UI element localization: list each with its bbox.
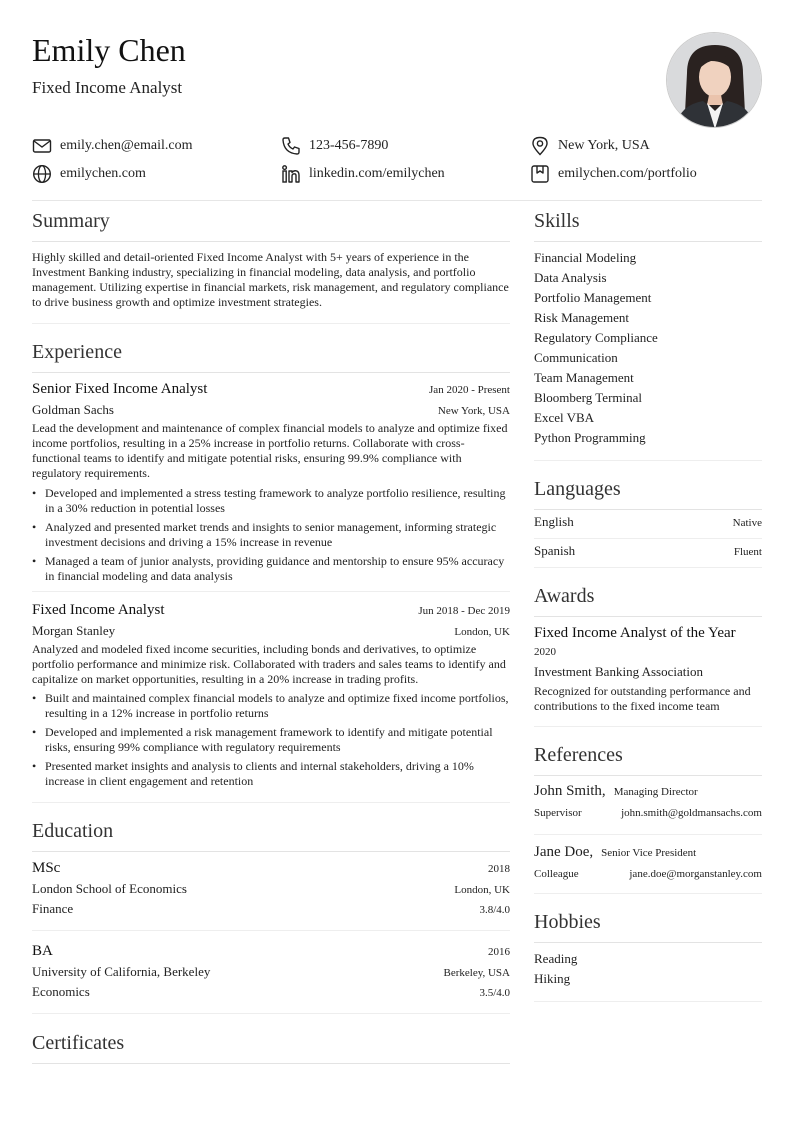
skills-section — [534, 209, 762, 461]
contact-phone[interactable] — [281, 134, 388, 158]
section-end-rule — [32, 1013, 510, 1014]
email-icon — [32, 136, 52, 156]
job-entry — [32, 379, 510, 587]
education-section — [32, 819, 510, 1014]
section-rule — [32, 1063, 510, 1064]
skill-item: Communication — [534, 350, 618, 365]
school-location: Berkeley, USA — [443, 967, 510, 979]
hobbies-list — [534, 949, 762, 989]
resume-page — [32, 0, 762, 1123]
job-title: Senior Fixed Income Analyst — [32, 381, 208, 397]
reference-position: Managing Director — [613, 786, 698, 798]
job-dates: Jun 2018 - Dec 2019 — [418, 605, 510, 617]
references-section — [534, 743, 762, 894]
reference-email[interactable]: jane.doe@morganstanley.com — [629, 868, 762, 880]
job-entry — [32, 600, 510, 800]
portfolio-icon — [530, 164, 550, 184]
section-end-rule — [32, 802, 510, 803]
summary-section — [32, 209, 510, 324]
phone-icon — [281, 136, 301, 156]
contact-portfolio-text: emilychen.com/portfolio — [558, 166, 697, 181]
entry-rule — [534, 834, 762, 835]
award-entry — [534, 623, 762, 714]
job-description: Lead the development and maintenance of complex financial models to analyze and optimize fixed income portfolios, resulting in a 25% increase in portfolio returns. Collaborate with cross-functional teams to identify and mitigate potential risks, ensuring 99.9% compliance with regulatory requirements. — [32, 421, 508, 480]
job-bullet: • Presented market insights and analysis to clients and internal stakeholders, driving a 10% increase in client engagement and retention — [32, 759, 510, 789]
job-bullets — [32, 486, 510, 584]
section-end-rule — [534, 1001, 762, 1002]
skill-item: Bloomberg Terminal — [534, 390, 643, 405]
contact-website[interactable] — [32, 162, 146, 186]
skill-item: Risk Management — [534, 310, 629, 325]
summary-text: Highly skilled and detail-oriented Fixed Income Analyst with 5+ years of experience in the Investment Banking industry, specializing in financial modeling, data analysis, and portfolio management. Utilizing expertise in financial markets, risk management, and regulatory compliance to drive business growth and optimize investment strategies. — [32, 250, 509, 309]
contact-linkedin-text: linkedin.com/emilychen — [309, 166, 445, 181]
right-column — [534, 200, 762, 1002]
certificates-section — [32, 1031, 510, 1064]
hobbies-section — [534, 910, 762, 1002]
job-bullet: • Developed and implemented a risk management framework to identify and mitigate potential risks, ensuring 99% compliance with regulatory requirements — [32, 725, 510, 755]
school-location: London, UK — [454, 884, 510, 896]
section-end-rule — [32, 323, 510, 324]
graduation-year: 2018 — [488, 863, 510, 875]
reference-position: Senior Vice President — [601, 847, 697, 859]
job-bullet: • Managed a team of junior analysts, providing guidance and mentorship to ensure 95% accuracy in financial modeling and data analysis — [32, 554, 510, 584]
hobby-item: Reading — [534, 951, 578, 966]
contact-portfolio[interactable] — [530, 162, 697, 186]
skill-item: Regulatory Compliance — [534, 330, 658, 345]
skills-list — [534, 248, 762, 448]
section-rule — [32, 851, 510, 852]
contact-location-text: New York, USA — [558, 138, 650, 153]
gpa: 3.5/4.0 — [479, 987, 510, 999]
contact-email-text: emily.chen@email.com — [60, 138, 193, 153]
summary-heading: Summary — [32, 210, 110, 232]
language-name: Spanish — [534, 543, 576, 558]
job-location: New York, USA — [437, 405, 510, 417]
section-rule — [534, 616, 762, 617]
section-end-rule — [534, 726, 762, 727]
section-rule — [32, 241, 510, 242]
language-level: Fluent — [733, 546, 762, 558]
language-row — [534, 539, 762, 568]
contact-website-text: emilychen.com — [60, 166, 146, 181]
experience-section — [32, 340, 510, 803]
contact-location — [530, 134, 650, 158]
reference-entry — [534, 843, 762, 883]
entry-rule — [32, 930, 510, 931]
reference-name: John Smith, — [534, 783, 606, 799]
graduation-year: 2016 — [488, 946, 510, 958]
section-end-rule — [534, 460, 762, 461]
avatar — [666, 32, 762, 128]
reference-name: Jane Doe, — [534, 844, 594, 860]
hobbies-heading: Hobbies — [534, 911, 601, 933]
award-title: Fixed Income Analyst of the Year — [534, 625, 736, 641]
award-description: Recognized for outstanding performance and contributions to the fixed income team — [534, 684, 751, 713]
left-column — [32, 200, 510, 1064]
job-location: London, UK — [454, 626, 510, 638]
globe-icon — [32, 164, 52, 184]
school: University of California, Berkeley — [32, 964, 211, 979]
section-rule — [32, 372, 510, 373]
skill-item: Excel VBA — [534, 410, 595, 425]
field-of-study: Economics — [32, 984, 90, 999]
skill-item: Team Management — [534, 370, 634, 385]
language-row — [534, 510, 762, 539]
degree: BA — [32, 943, 53, 959]
skills-heading: Skills — [534, 210, 580, 232]
candidate-name: Emily Chen — [32, 32, 186, 68]
awards-heading: Awards — [534, 585, 595, 607]
references-heading: References — [534, 744, 623, 766]
award-year: 2020 — [534, 646, 556, 658]
job-description: Analyzed and modeled fixed income securities, including bonds and derivatives, to optimize portfolio performance and minimize risk. Collaborated with traders and sales teams to identify and capitalize on market opportunities, resulting in a 20% increase in trading profits. — [32, 642, 506, 686]
section-rule — [534, 241, 762, 242]
reference-relation: Colleague — [534, 868, 579, 880]
skill-item: Data Analysis — [534, 270, 607, 285]
field-of-study: Finance — [32, 901, 74, 916]
location-icon — [530, 136, 550, 156]
candidate-title: Fixed Income Analyst — [32, 78, 183, 97]
linkedin-icon — [281, 164, 301, 184]
experience-heading: Experience — [32, 341, 122, 363]
skill-item: Portfolio Management — [534, 290, 652, 305]
skill-item: Financial Modeling — [534, 250, 637, 265]
job-dates: Jan 2020 - Present — [429, 384, 510, 396]
gpa: 3.8/4.0 — [479, 904, 510, 916]
language-name: English — [534, 514, 574, 529]
education-entry — [32, 941, 510, 1007]
job-company: Morgan Stanley — [32, 623, 116, 638]
section-rule — [534, 775, 762, 776]
skill-item: Python Programming — [534, 430, 646, 445]
job-bullet: • Built and maintained complex financial models to analyze and optimize fixed income portfolios, resulting in a 12% increase in portfolio returns — [32, 691, 510, 721]
reference-email[interactable]: john.smith@goldmansachs.com — [621, 807, 762, 819]
language-level: Native — [732, 517, 762, 529]
profile-photo-icon — [667, 33, 762, 128]
award-issuer: Investment Banking Association — [534, 664, 703, 679]
job-bullets — [32, 691, 510, 789]
certificates-heading: Certificates — [32, 1032, 125, 1054]
job-title: Fixed Income Analyst — [32, 602, 165, 618]
job-bullet: • Developed and implemented a stress testing framework to analyze portfolio resilience, resulting in a 30% reduction in potential losses — [32, 486, 510, 516]
entry-rule — [32, 591, 510, 592]
contact-email[interactable] — [32, 134, 193, 158]
degree: MSc — [32, 860, 61, 876]
hobby-item: Hiking — [534, 971, 571, 986]
job-company: Goldman Sachs — [32, 402, 114, 417]
awards-section — [534, 584, 762, 727]
education-entry — [32, 858, 510, 924]
section-rule — [534, 942, 762, 943]
reference-entry — [534, 782, 762, 822]
job-bullet: • Analyzed and presented market trends and insights to senior management, informing strategic investment decisions and driving a 15% increase in revenue — [32, 520, 510, 550]
section-end-rule — [534, 893, 762, 894]
contact-linkedin[interactable] — [281, 162, 445, 186]
languages-section — [534, 477, 762, 568]
school: London School of Economics — [32, 881, 187, 896]
education-heading: Education — [32, 820, 114, 842]
languages-heading: Languages — [534, 478, 621, 500]
reference-relation: Supervisor — [534, 807, 582, 819]
contact-phone-text: 123-456-7890 — [309, 138, 389, 153]
